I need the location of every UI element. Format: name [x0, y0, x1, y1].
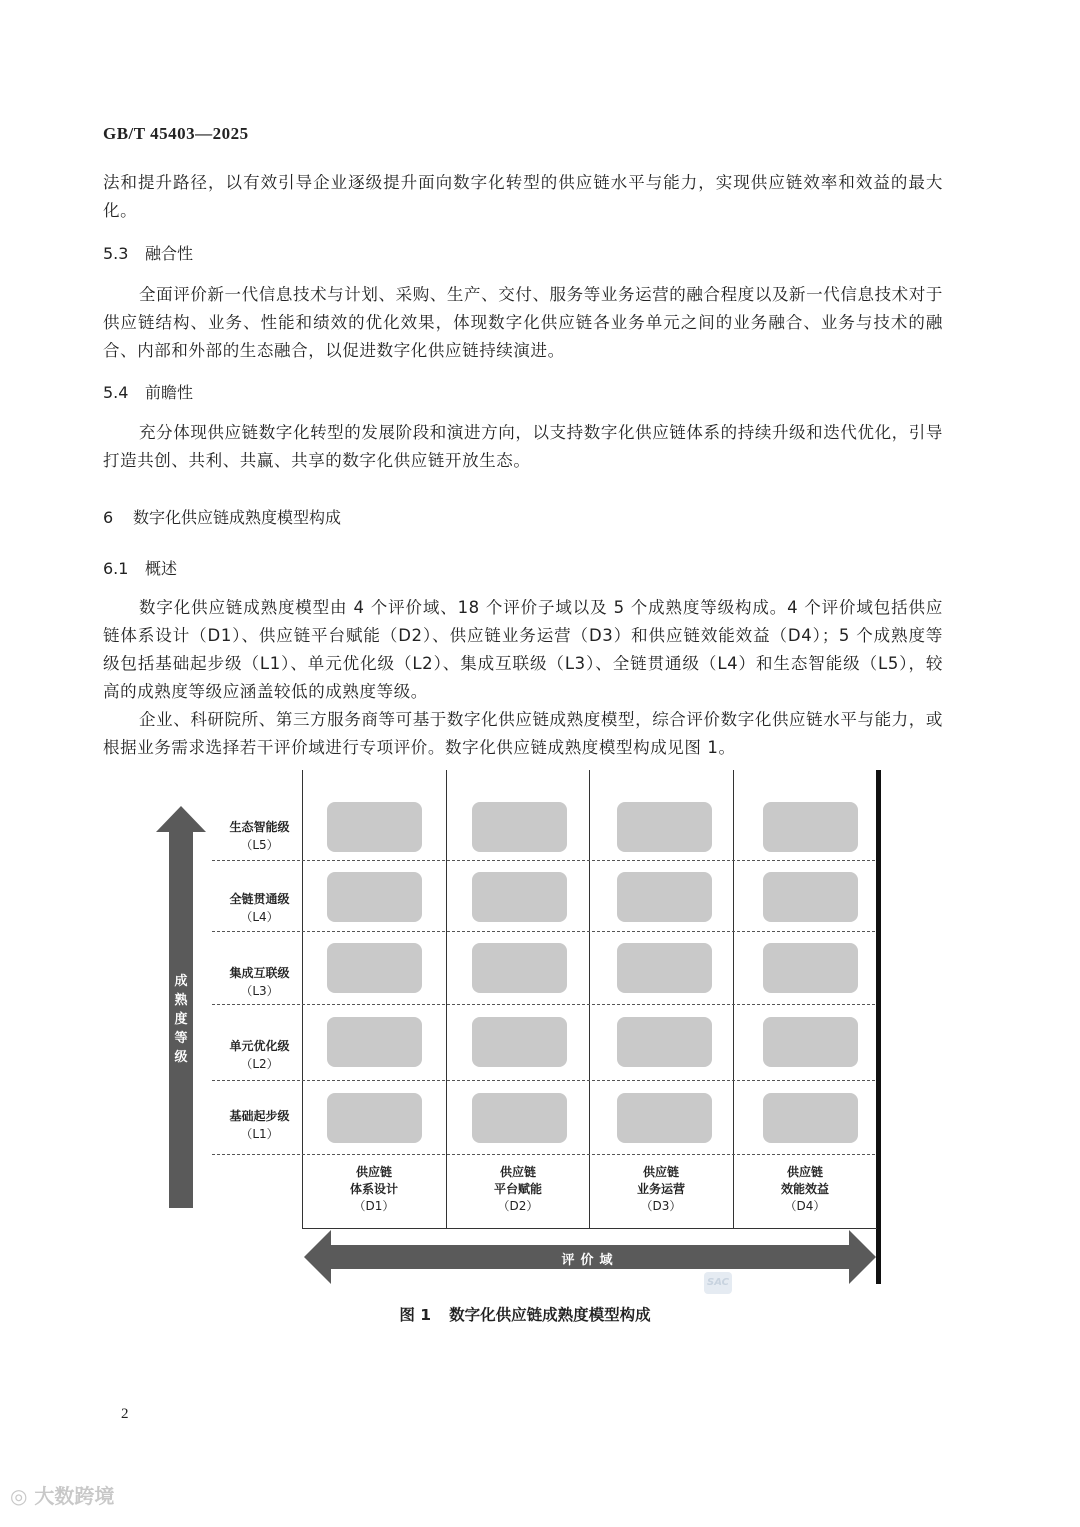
standard-number: GB/T 45403—2025 — [103, 124, 249, 143]
section-title: 概述 — [145, 559, 178, 578]
grid-cell — [763, 1093, 858, 1143]
grid-cell — [617, 1017, 712, 1067]
domain-line1: 供应链 — [355, 1165, 392, 1179]
grid-line — [589, 770, 590, 1229]
page-number: 2 — [121, 1406, 129, 1422]
grid-cell — [472, 1017, 567, 1067]
grid-cell — [617, 1093, 712, 1143]
domain-line2: 效能效益 — [780, 1182, 829, 1196]
grid-cell — [327, 802, 422, 852]
domain-line2: 平台赋能 — [493, 1182, 542, 1196]
level-code: （L4） — [240, 910, 279, 924]
level-divider — [212, 1080, 875, 1081]
y-axis-label: 成 熟 度 等 级 — [174, 974, 188, 1065]
level-label-l1 — [212, 1107, 307, 1143]
sac-logo: SAC — [704, 1272, 732, 1294]
grid-cell — [763, 872, 858, 922]
level-code: （L5） — [240, 838, 279, 852]
figure-caption — [0, 1303, 1050, 1325]
level-name: 生态智能级 — [229, 820, 290, 834]
domain-label-d1 — [302, 1164, 446, 1215]
section-number: 5.4 — [103, 383, 129, 402]
grid-cell — [472, 1093, 567, 1143]
domain-line1: 供应链 — [499, 1165, 536, 1179]
level-name: 基础起步级 — [229, 1109, 290, 1123]
level-code: （L3） — [240, 984, 279, 998]
level-label-l3 — [212, 964, 307, 1000]
level-name: 全链贯通级 — [229, 892, 290, 906]
section-number: 6.1 — [103, 559, 129, 578]
section-6-1-text-2: 企业、科研院所、第三方服务商等可基于数字化供应链成熟度模型，综合评价数字化供应链水平与能力，或根据业务需求选择若干评价域进行专项评价。数字化供应链成熟度模型构成见图 1。 — [103, 710, 943, 757]
level-label-l4 — [212, 890, 307, 926]
grid-cell — [472, 872, 567, 922]
section-5-4-heading — [103, 380, 193, 403]
grid-cell — [472, 943, 567, 993]
watermark — [10, 1480, 114, 1509]
bottom-line — [302, 1228, 877, 1229]
grid-cell — [763, 943, 858, 993]
figure-number: 图 1 — [399, 1306, 432, 1324]
section-title: 数字化供应链成熟度模型构成 — [133, 508, 342, 527]
grid-cell — [472, 802, 567, 852]
section-6-1-text-1: 数字化供应链成熟度模型由 4 个评价域、18 个评价子域以及 5 个成熟度等级构成。4 个评价域包括供应链体系设计（D1）、供应链平台赋能（D2）、供应链业务运营（D3）和供应链效能效益（D4）；5 个成熟度等级包括基础起步级（L1）、单元优化级（L2）、集成互联级（L3）、全链贯通级（L4）和生态智能级（L5），较高的成熟度等级应涵盖较低的成熟度等级。 — [103, 598, 943, 701]
domain-line1: 供应链 — [786, 1165, 823, 1179]
domain-code: （D1） — [353, 1199, 395, 1213]
section-5-3-heading — [103, 241, 193, 264]
grid-cell — [763, 802, 858, 852]
domain-label-d3 — [589, 1164, 733, 1215]
domain-label-d2 — [446, 1164, 590, 1215]
level-code: （L2） — [240, 1057, 279, 1071]
grid-line — [446, 770, 447, 1229]
section-5-3-text: 全面评价新一代信息技术与计划、采购、生产、交付、服务等业务运营的融合程度以及新一代信息技术对于供应链结构、业务、性能和绩效的优化效果，体现数字化供应链各业务单元之间的业务融合、业务与技术的融合、内部和外部的生态融合，以促进数字化供应链持续演进。 — [103, 285, 943, 360]
section-title: 前瞻性 — [145, 383, 194, 402]
watermark-text: 大数跨境 — [34, 1484, 115, 1508]
level-divider — [212, 860, 875, 861]
section-5-4-text: 充分体现供应链数字化转型的发展阶段和演进方向，以支持数字化供应链体系的持续升级和迭代优化，引导打造共创、共利、共赢、共享的数字化供应链开放生态。 — [103, 423, 943, 470]
domain-line1: 供应链 — [642, 1165, 679, 1179]
domain-line2: 体系设计 — [349, 1182, 398, 1196]
level-divider — [212, 1154, 875, 1155]
level-name: 单元优化级 — [229, 1039, 290, 1053]
grid-cell — [327, 872, 422, 922]
section-number: 6 — [103, 508, 114, 527]
watermark-icon: ◎ — [10, 1484, 35, 1508]
grid-cell — [617, 872, 712, 922]
level-name: 集成互联级 — [229, 966, 290, 980]
section-6-1-heading — [103, 556, 177, 579]
domain-code: （D4） — [784, 1199, 826, 1213]
figure-title: 数字化供应链成熟度模型构成 — [449, 1306, 651, 1324]
grid-line — [733, 770, 734, 1229]
grid-cell — [327, 1093, 422, 1143]
section-title: 融合性 — [145, 244, 194, 263]
x-axis-label: 评价域 — [561, 1253, 619, 1268]
grid-cell — [327, 943, 422, 993]
grid-cell — [617, 943, 712, 993]
grid-cell — [327, 1017, 422, 1067]
domain-label-d4 — [733, 1164, 877, 1215]
domain-code: （D2） — [497, 1199, 539, 1213]
domain-code: （D3） — [640, 1199, 682, 1213]
level-label-l5 — [212, 818, 307, 854]
intro-paragraph: 法和提升路径，以有效引导企业逐级提升面向数字化转型的供应链水平与能力，实现供应链效率和效益的最大化。 — [103, 173, 943, 220]
level-code: （L1） — [240, 1127, 279, 1141]
level-divider — [212, 931, 875, 932]
level-divider — [212, 1004, 875, 1005]
level-label-l2 — [212, 1037, 307, 1073]
grid-cell — [617, 802, 712, 852]
section-6-heading — [103, 505, 341, 528]
domain-line2: 业务运营 — [636, 1182, 685, 1196]
section-number: 5.3 — [103, 244, 129, 263]
grid-cell — [763, 1017, 858, 1067]
